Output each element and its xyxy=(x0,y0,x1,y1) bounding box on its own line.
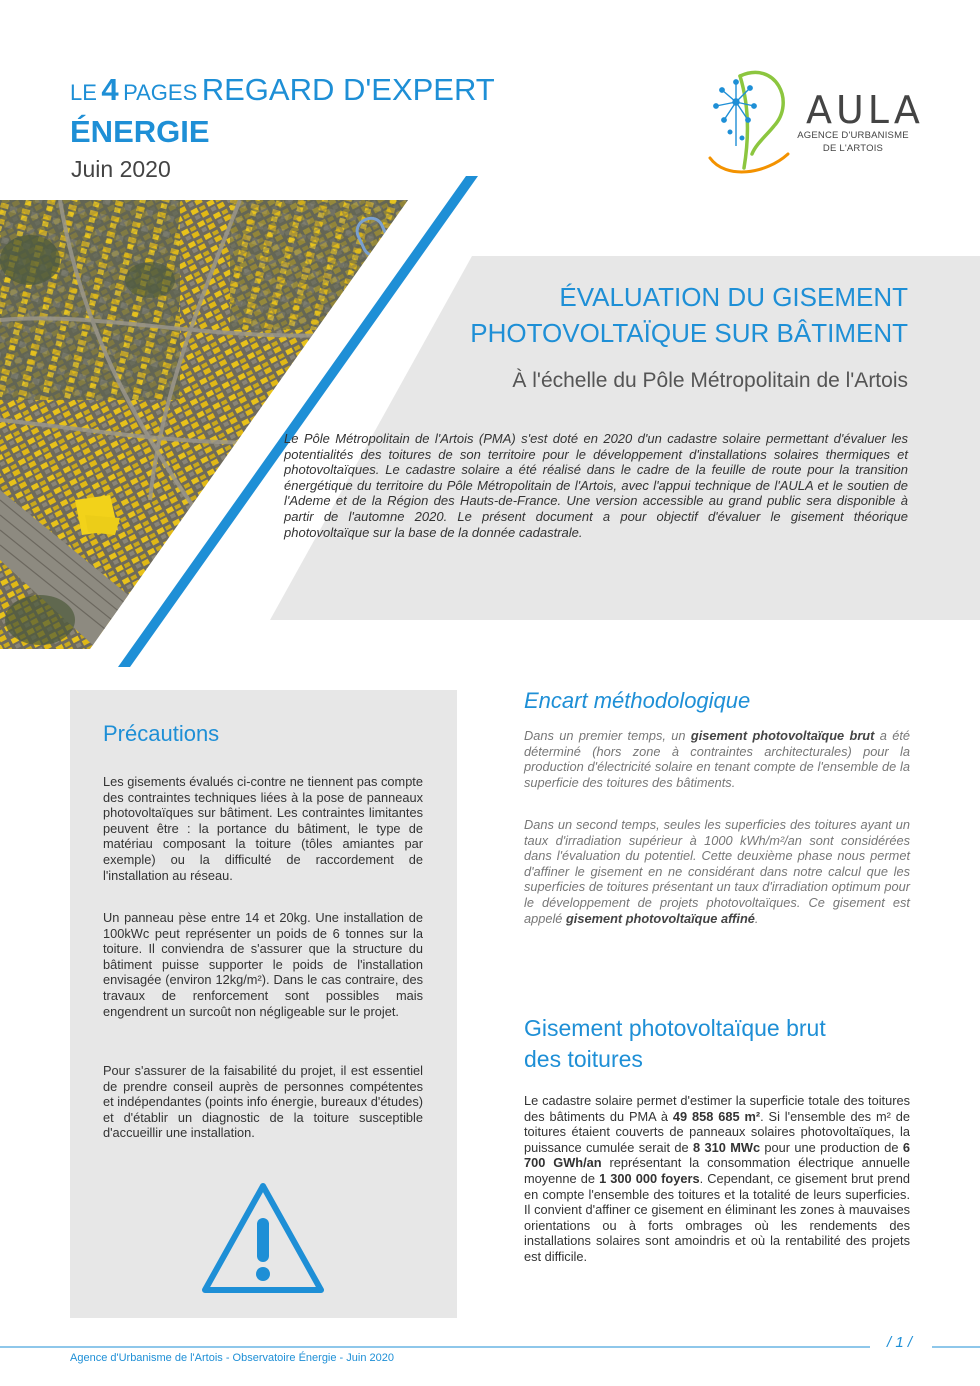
gisement-title-line1: Gisement photovoltaïque brut xyxy=(524,1015,826,1041)
precautions-paragraph-1: Les gisements évalués ci-contre ne tiennent pas compte des contraintes techniques liées à la pose de panneaux photovoltaïques sur bâtiment. Les contraintes limitantes peuvent être : la portance du bâtiment, le type de matériau composant la toiture (tôles amiantes par exemple) ou la difficulté de raccordement de l'installation au réseau. xyxy=(103,774,423,883)
precautions-paragraph-2: Un panneau pèse entre 14 et 20kg. Une installation de 100kWc peut représenter un poids de 6 tonnes sur la toiture. Il conviendra de s'assurer que la structure du bâtiment puisse supporter le poids de l'installation envisagée (environ 12kg/m²). Dans le cas contraire, des travaux de renforcement sont possibles mais engendrent un surcoût non négligeable sur le projet. xyxy=(103,910,423,1019)
production-value: 6 700 GWh/an xyxy=(524,1139,910,1171)
intro-paragraph: Le Pôle Métropolitain de l'Artois (PMA) s'est doté en 2020 d'un cadastre solaire permettant d'évaluer les potentialités des toitures de son territoire pour le développement d'installations solaires thermiques et photovoltaïques. Le cadastre solaire a été réalisé dans le cadre de la feuille de route pour la transition énergétique du territoire du Pôle Métropolitain de l'Artois, avec l'appui technique de l'AULA et le soutien de l'Ademe et de la Région des Hauts-de-France. Une version accessible au grand public sera disponible à partir de l'automne 2020. Le présent document a pour objectif d'évaluer le gisement théorique photovoltaïque sur la base de la donnée cadastrale. xyxy=(284,431,908,540)
methodology-emphasis: gisement photovoltaïque brut xyxy=(690,728,875,743)
page-number: / 1 / xyxy=(887,1334,913,1351)
methodology-emphasis: gisement photovoltaïque affiné xyxy=(565,910,755,926)
main-title-line1: ÉVALUATION DU GISEMENT xyxy=(559,282,908,312)
gisement-text: représentant la consommation électrique annuelle moyenne de xyxy=(524,1155,910,1186)
methodology-text: Dans un second temps, seules les superficies des toitures ayant un taux d'irradiation supérieur à 1000 kWh/m²/an sont considérées dans l'évaluation du potentiel. Cette deuxième phase nous permet d'affiner le gisement en ne considérant dans notre calcul que les superficies de toitures présentant un taux d'irradiation optimum pour le développement de projets photovoltaïques. Ce gisement est appelé xyxy=(524,817,910,926)
logo-subtitle-line2: DE L'ARTOIS xyxy=(822,143,884,154)
logo-subtitle-line1: AGENCE D'URBANISME xyxy=(797,130,909,141)
logo-wordmark: AULA xyxy=(806,88,924,132)
main-subtitle: À l'échelle du Pôle Métropolitain de l'Artois xyxy=(512,369,908,392)
power-value: 8 310 MWc xyxy=(693,1139,761,1155)
households-value: 1 300 000 foyers xyxy=(599,1170,700,1186)
methodology-title: Encart méthodologique xyxy=(524,688,751,713)
theme-title: ÉNERGIE xyxy=(70,114,210,149)
roof-surface-value: 49 858 685 m² xyxy=(672,1108,761,1124)
gisement-text: . Cependant, ce gisement brut prend en compte l'ensemble des toitures et la totalité de leurs superficies. Il convient d'affiner ce gisement en éliminant les zones à mauvaises orientations ou à forts ombrages où les rendements des installations solaires sont amoindris et où la rentabilité des projets est difficile. xyxy=(524,1170,910,1264)
methodology-paragraph-2 xyxy=(524,817,910,926)
gisement-text: . Si l'ensemble des m² de toitures étaient couverts de panneaux solaires photovoltaïques, la puissance cumulée serait de xyxy=(524,1108,910,1155)
series-pages: PAGES xyxy=(123,80,198,105)
gisement-paragraph xyxy=(524,1093,910,1265)
series-number: 4 xyxy=(101,72,119,107)
precautions-paragraph-3: Pour s'assurer de la faisabilité du projet, il est essentiel de prendre conseil auprès de personnes compétentes et indépendantes (points info énergie, bureaux d'études) et d'établir un diagnostic de la toiture susceptible d'accueillir une installation. xyxy=(103,1063,423,1141)
precautions-title: Précautions xyxy=(103,721,220,746)
gisement-text: pour une production de xyxy=(760,1139,903,1155)
series-name: REGARD D'EXPERT xyxy=(201,72,495,107)
series-le: LE xyxy=(70,80,97,105)
methodology-text: a été déterminé (hors zone à contraintes architecturales) pour la production d'électricité solaire en tenant compte de l'ensemble de la superficie des toitures des bâtiments. xyxy=(524,728,910,790)
warning-icon xyxy=(199,1180,327,1298)
series-header xyxy=(70,72,495,108)
footer-text: Agence d'Urbanisme de l'Artois - Observatoire Énergie - Juin 2020 xyxy=(70,1352,394,1364)
methodology-paragraph-1 xyxy=(524,728,910,790)
main-title-line2: PHOTOVOLTAÏQUE SUR BÂTIMENT xyxy=(470,318,908,348)
gisement-title-line2: des toitures xyxy=(524,1046,643,1072)
methodology-text: . xyxy=(754,910,759,926)
methodology-text: Dans un premier temps, un xyxy=(524,728,691,743)
publication-date: Juin 2020 xyxy=(71,156,171,182)
gisement-text: Le cadastre solaire permet d'estimer la superficie totale des toitures des bâtiments du PMA à xyxy=(524,1093,910,1124)
